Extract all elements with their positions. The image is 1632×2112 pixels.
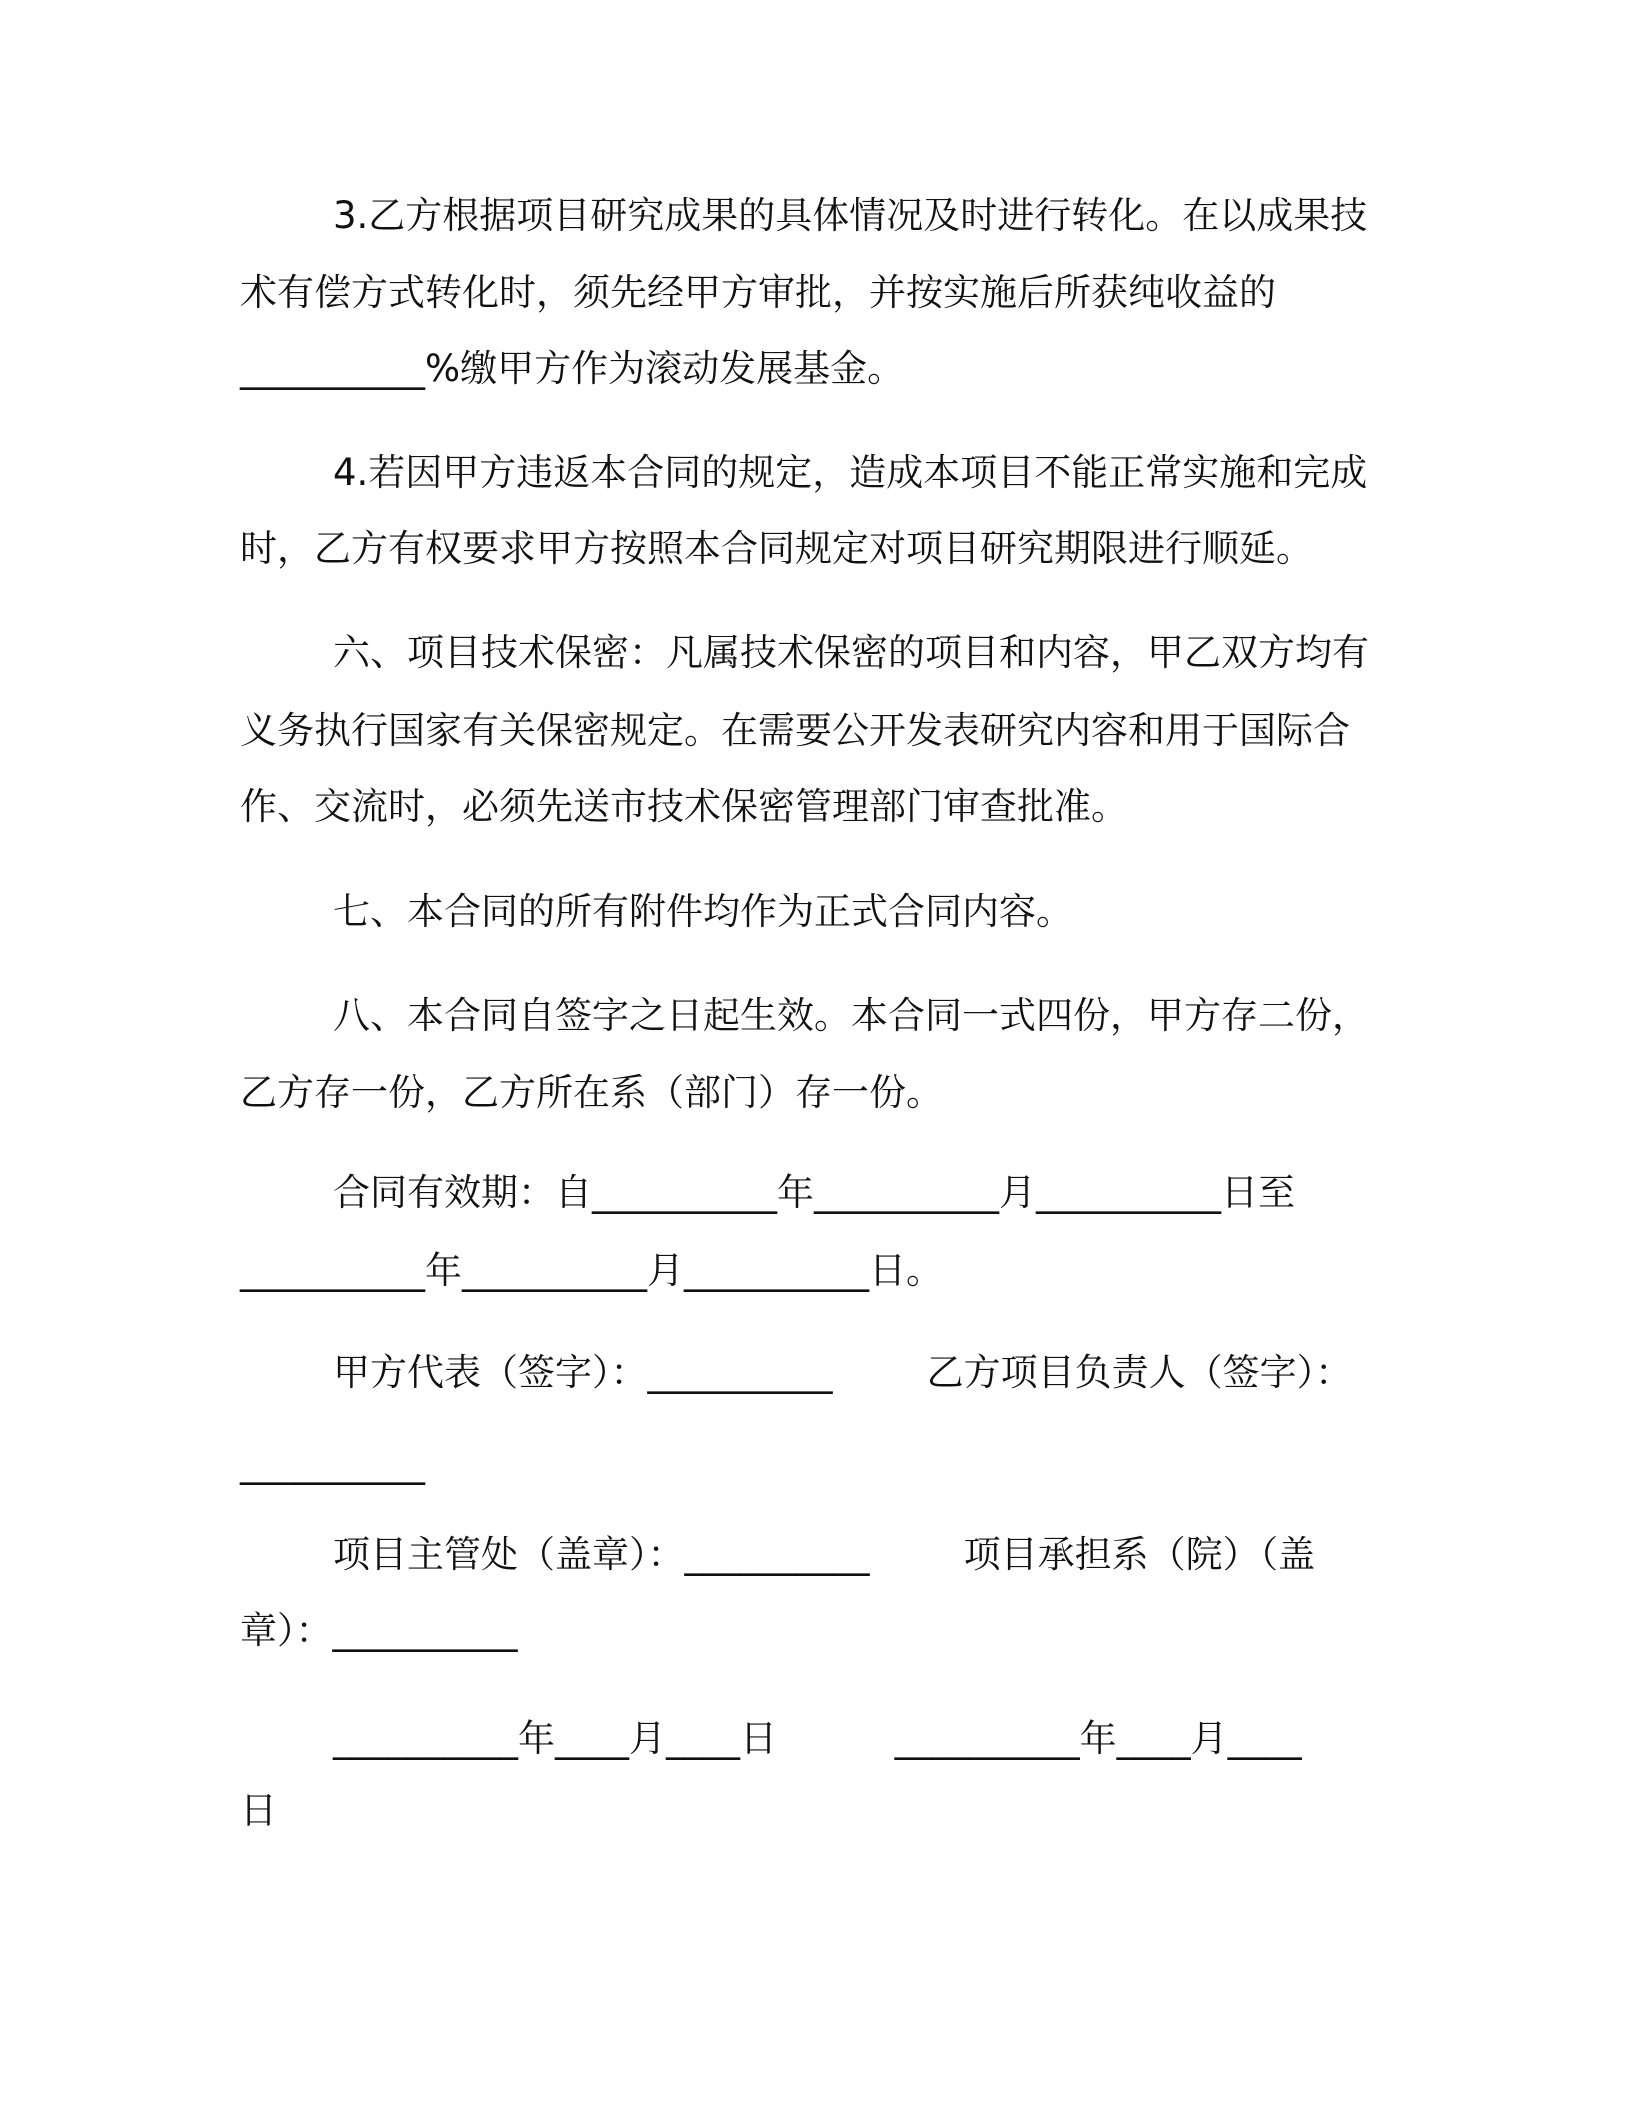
validity-period-line-1: 合同有效期：自__________年__________月__________日至	[333, 1171, 1295, 1214]
section-6-line-2: 义务执行国家有关保密规定。在需要公开发表研究内容和用于国际合	[240, 709, 1350, 752]
clause-4-line-2: 时，乙方有权要求甲方按照本合同规定对项目研究期限进行顺延。	[240, 527, 1313, 570]
section-6-line-1: 六、项目技术保密：凡属技术保密的项目和内容，甲乙双方均有	[333, 631, 1369, 674]
clause-3-line-2: 术有偿方式转化时，须先经甲方审批，并按实施后所获纯收益的	[240, 271, 1276, 314]
seal-line-1: 项目主管处（盖章）：__________ 项目承担系（院）（盖	[333, 1533, 1316, 1576]
section-6-line-3: 作、交流时，必须先送市技术保密管理部门审查批准。	[240, 785, 1128, 828]
section-8-line-1: 八、本合同自签字之日起生效。本合同一式四份，甲方存二份，	[333, 994, 1369, 1037]
clause-3-line-1: 3.乙方根据项目研究成果的具体情况及时进行转化。在以成果技	[333, 194, 1368, 237]
signature-party-a-and-b: 甲方代表（签字）：__________ 乙方项目负责人（签字）：	[333, 1351, 1353, 1394]
signature-party-b-blank: __________	[240, 1442, 425, 1485]
clause-4-line-1: 4.若因甲方违返本合同的规定，造成本项目不能正常实施和完成	[333, 451, 1368, 494]
date-line-1: __________年____月____日 __________年____月____	[333, 1717, 1302, 1760]
section-7: 七、本合同的所有附件均作为正式合同内容。	[333, 890, 1073, 933]
validity-period-line-2: __________年__________月__________日。	[240, 1249, 943, 1292]
seal-line-2: 章）：__________	[240, 1609, 518, 1652]
clause-3-line-3: __________%缴甲方作为滚动发展基金。	[240, 347, 905, 390]
section-8-line-2: 乙方存一份，乙方所在系（部门）存一份。	[240, 1071, 943, 1114]
date-line-2: 日	[240, 1789, 277, 1832]
